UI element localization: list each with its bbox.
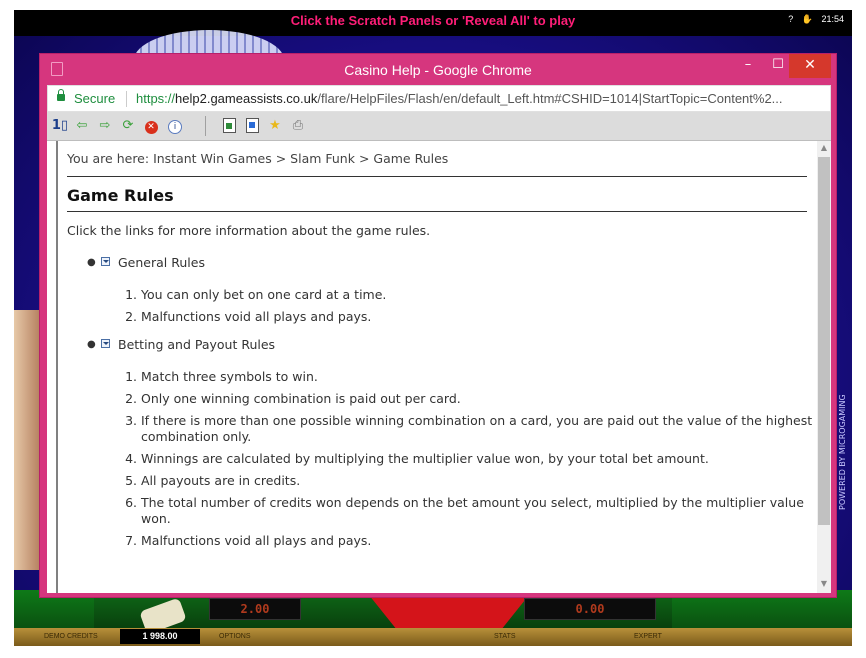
list-item: 1. Match three symbols to win. xyxy=(141,369,821,385)
page-title: Game Rules xyxy=(67,186,174,205)
window-titlebar[interactable] xyxy=(40,54,836,84)
toolbar-separator xyxy=(205,116,206,136)
maximize-button[interactable]: ☐ xyxy=(772,57,784,72)
breadcrumb-separator: > xyxy=(271,151,291,166)
bullet: ● xyxy=(87,257,96,268)
favorite-icon[interactable]: ★ xyxy=(269,118,281,133)
breadcrumb-instant-win-games[interactable]: Instant Win Games xyxy=(153,151,272,166)
help-popup-window xyxy=(39,53,837,598)
expand-toggle-icon[interactable] xyxy=(101,257,110,266)
help-toolbar xyxy=(47,112,831,141)
refresh-icon[interactable]: ⟳ xyxy=(122,118,134,133)
stats-button[interactable]: STATS xyxy=(494,633,516,640)
home-icon[interactable] xyxy=(221,118,237,134)
info-icon[interactable]: i xyxy=(167,118,183,134)
print-preview-icon[interactable] xyxy=(244,118,260,134)
general-rules-list xyxy=(100,287,821,331)
game-instruction-message: Click the Scratch Panels or 'Reveal All' to play xyxy=(290,13,576,28)
scrollbar-thumb[interactable] xyxy=(818,157,830,525)
breadcrumb-current: Game Rules xyxy=(373,151,449,166)
scroll-up-arrow-icon[interactable]: ▲ xyxy=(820,143,828,152)
url-host: help2.gameassists.co.uk xyxy=(175,91,318,106)
help-content-area xyxy=(47,141,831,593)
forward-icon[interactable]: ⇨ xyxy=(99,118,111,133)
url-scheme: https:// xyxy=(136,91,176,106)
section-general-rules xyxy=(87,255,487,271)
divider xyxy=(67,176,807,177)
lock-icon xyxy=(57,94,65,101)
section-betting-payout-rules xyxy=(87,337,487,353)
list-item: 1. You can only bet on one card at a time. xyxy=(141,287,821,303)
stop-icon[interactable]: ✕ xyxy=(143,118,159,134)
url-text[interactable] xyxy=(136,91,826,106)
breadcrumb xyxy=(67,151,448,166)
list-item: 2. Malfunctions void all plays and pays. xyxy=(141,309,821,325)
betting-payout-rules-list xyxy=(100,369,821,555)
address-separator xyxy=(126,91,127,107)
secure-label[interactable]: Secure xyxy=(74,91,116,106)
powered-by-text: POWERED BY MICROGAMING xyxy=(838,394,847,510)
betting-payout-rules-link[interactable]: Betting and Payout Rules xyxy=(118,337,276,352)
demo-credits-label: DEMO CREDITS xyxy=(44,633,98,640)
list-item: 4. Winnings are calculated by multiplying the multiplier value won, by your total bet amount. xyxy=(141,451,821,467)
window-title: Casino Help - Google Chrome xyxy=(344,62,532,78)
back-icon[interactable]: ⇦ xyxy=(76,118,88,133)
game-help-button[interactable]: ? xyxy=(788,14,794,24)
list-item: 6. The total number of credits won depends on the bet amount you select, multiplied by the multiplier value won. xyxy=(141,495,821,527)
list-item: 3. If there is more than one possible winning combination on a card, you are paid out the value of the highest combination only. xyxy=(141,413,821,445)
content-left-border xyxy=(56,141,58,593)
game-status-area xyxy=(782,14,844,25)
options-button[interactable]: OPTIONS xyxy=(219,633,251,640)
list-item: 7. Malfunctions void all plays and pays. xyxy=(141,533,821,549)
game-top-bar xyxy=(14,10,852,36)
toc-icon[interactable]: 1▯ xyxy=(51,118,69,133)
breadcrumb-prefix: You are here: xyxy=(67,151,154,166)
close-button[interactable]: ✕ xyxy=(789,54,831,78)
list-item: 5. All payouts are in credits. xyxy=(141,473,821,489)
bullet: ● xyxy=(87,339,96,350)
breadcrumb-slam-funk[interactable]: Slam Funk xyxy=(290,151,355,166)
scroll-down-arrow-icon[interactable]: ▼ xyxy=(820,579,828,588)
bet-display: 2.00 xyxy=(209,598,301,620)
url-path: /flare/HelpFiles/Flash/en/default_Left.htm#CSHID=1014|StartTopic=Content%2... xyxy=(317,91,783,106)
general-rules-link[interactable]: General Rules xyxy=(118,255,205,270)
list-item: 2. Only one winning combination is paid out per card. xyxy=(141,391,821,407)
expert-button[interactable]: EXPERT xyxy=(634,633,662,640)
minimize-button[interactable]: – xyxy=(744,57,752,72)
credit-balance: 1 998.00 xyxy=(120,629,200,644)
win-display: 0.00 xyxy=(524,598,656,620)
hand-icon: ✋ xyxy=(801,14,813,24)
divider xyxy=(67,211,807,212)
game-bottom-bar xyxy=(14,628,852,646)
expand-toggle-icon[interactable] xyxy=(101,339,110,348)
game-side-graphic xyxy=(14,310,40,570)
print-icon[interactable]: ⎙ xyxy=(292,118,304,133)
vertical-scrollbar[interactable] xyxy=(817,141,831,593)
breadcrumb-separator: > xyxy=(354,151,374,166)
game-clock: 21:54 xyxy=(821,14,844,24)
intro-text: Click the links for more information about the game rules. xyxy=(67,223,431,238)
address-bar[interactable] xyxy=(47,85,831,112)
